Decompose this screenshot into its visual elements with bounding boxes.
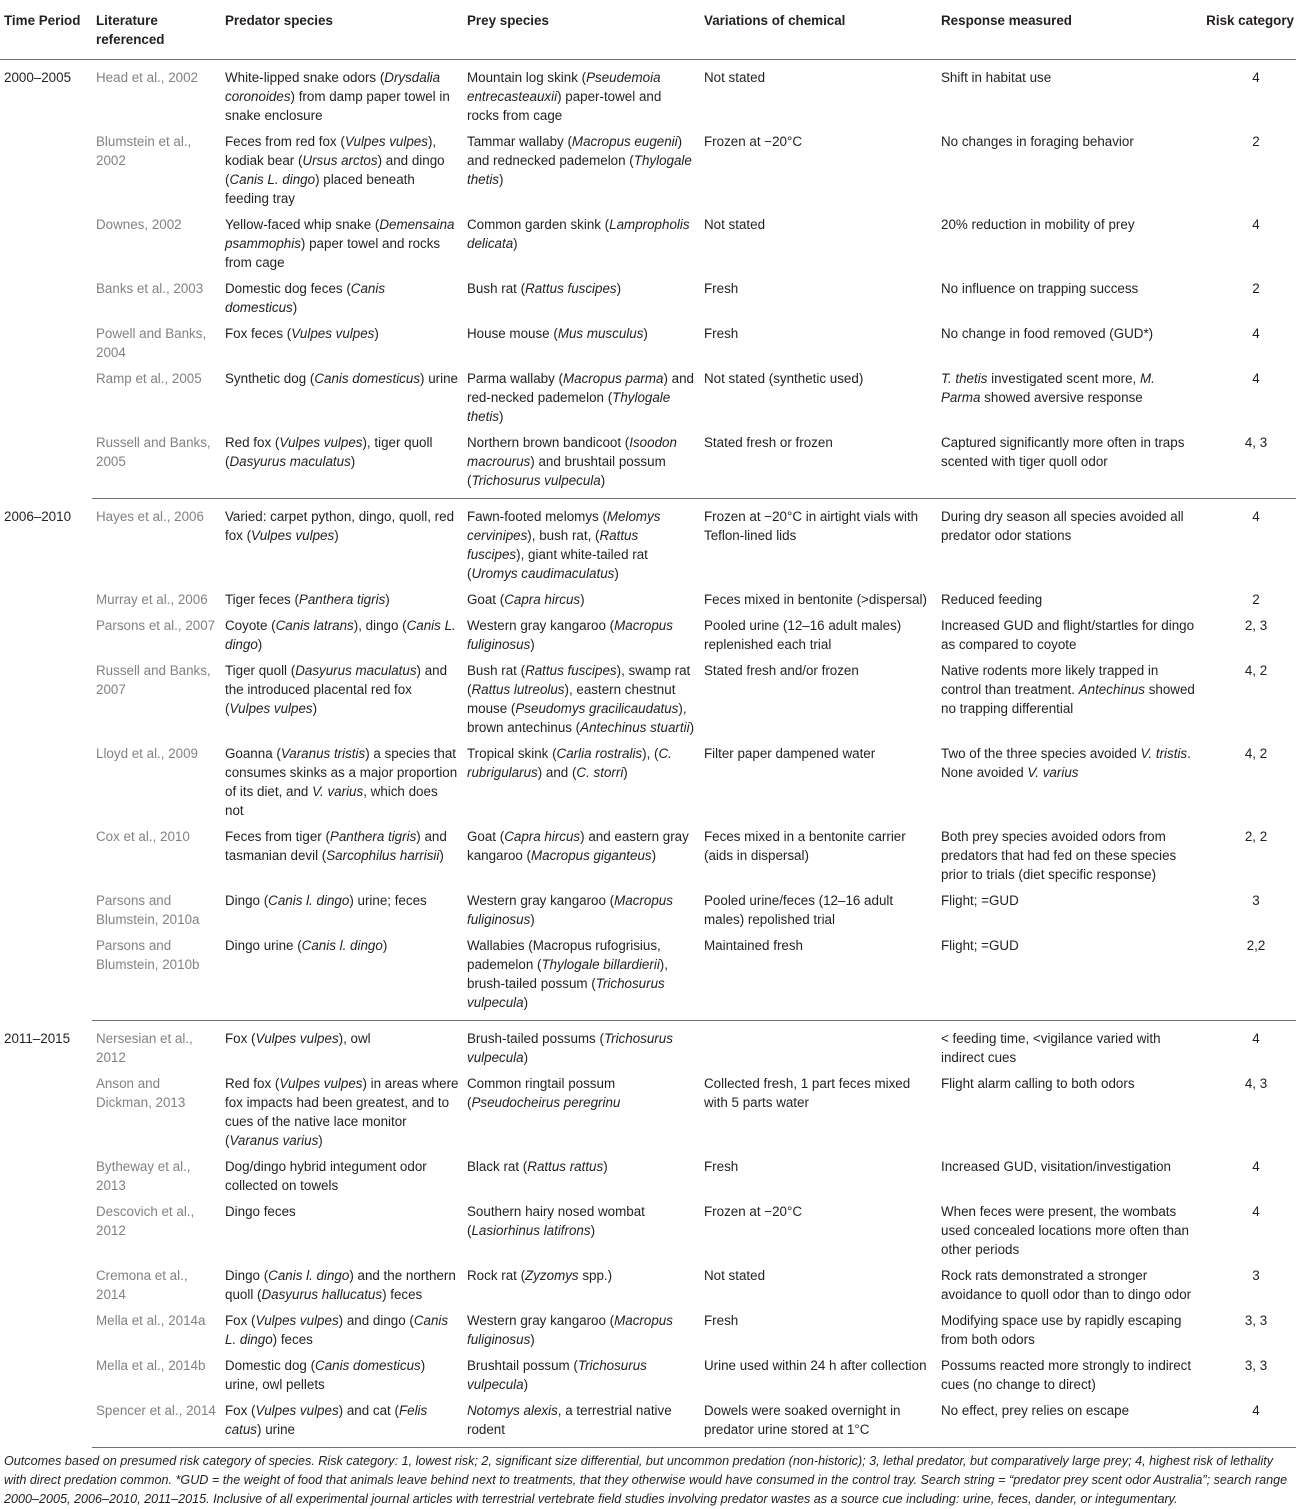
response-cell: Flight; =GUD bbox=[941, 893, 1019, 908]
predator-cell: Fox (Vulpes vulpes) and dingo (Canis L. dingo) feces bbox=[225, 1313, 449, 1347]
chemical-cell: Maintained fresh bbox=[700, 933, 937, 1021]
literature-cell: Ramp et al., 2005 bbox=[96, 371, 202, 386]
risk-cell: 4 bbox=[1252, 1159, 1260, 1174]
prey-cell: House mouse (Mus musculus) bbox=[467, 326, 648, 341]
predator-cell: Feces from tiger (Panthera tigris) and tasmanian devil (Sarcophilus harrisii) bbox=[225, 829, 447, 863]
chemical-cell: Pooled urine/feces (12–16 adult males) repolished trial bbox=[704, 893, 894, 927]
risk-cell: 4, 3 bbox=[1244, 1076, 1268, 1091]
predator-cell: Red fox (Vulpes vulpes) in areas where fox impacts had been greatest, and to cues of the native lace monitor (Varanus varius) bbox=[225, 1076, 459, 1148]
predator-cell: White-lipped snake odors (Drysdalia coronoides) from damp paper towel in snake enclosure bbox=[225, 70, 450, 123]
response-cell: When feces were present, the wombats used concealed locations more often than other periods bbox=[941, 1204, 1189, 1257]
table-row bbox=[0, 1071, 1296, 1154]
header-response: Response measured bbox=[937, 6, 1200, 60]
response-cell: Both prey species avoided odors from predators that had fed on these species prior to trials (diet specific response) bbox=[941, 829, 1177, 882]
predator-cell: Dingo urine (Canis l. dingo) bbox=[221, 933, 463, 1021]
header-predator: Predator species bbox=[221, 6, 463, 60]
predator-cell: Dingo (Canis l. dingo) urine; feces bbox=[225, 893, 427, 908]
chemical-cell: Urine used within 24 h after collection bbox=[704, 1358, 927, 1373]
header-risk: Risk category bbox=[1200, 6, 1296, 60]
table-header-row bbox=[0, 6, 1296, 60]
time-period-cell: 2000–2005 bbox=[4, 70, 72, 85]
table-row bbox=[0, 613, 1296, 658]
literature-cell: Hayes et al., 2006 bbox=[96, 509, 204, 524]
prey-cell: Goat (Capra hircus) and eastern gray kangaroo (Macropus giganteus) bbox=[467, 829, 689, 863]
chemical-cell: Not stated bbox=[704, 1268, 766, 1283]
chemical-cell: Frozen at −20°C bbox=[704, 134, 803, 149]
predator-cell: Fox feces (Vulpes vulpes) bbox=[225, 326, 379, 341]
response-cell: Rock rats demonstrated a stronger avoidance to quoll odor than to dingo odor bbox=[941, 1268, 1192, 1302]
prey-cell: Notomys alexis, a terrestrial native rodent bbox=[463, 1398, 700, 1448]
risk-cell: 2 bbox=[1252, 592, 1260, 607]
header-literature: Literature referenced bbox=[92, 6, 221, 60]
literature-cell: Cox et al., 2010 bbox=[96, 829, 190, 844]
literature-cell: Banks et al., 2003 bbox=[96, 281, 204, 296]
predator-cell: Feces from red fox (Vulpes vulpes), kodiak bear (Ursus arctos) and dingo (Canis L. dingo) placed beneath feeding tray bbox=[225, 134, 445, 206]
table-row bbox=[0, 1308, 1296, 1353]
response-cell: No effect, prey relies on escape bbox=[937, 1398, 1200, 1448]
literature-cell: Lloyd et al., 2009 bbox=[96, 746, 198, 761]
table-row bbox=[0, 1021, 1296, 1072]
literature-cell: Downes, 2002 bbox=[96, 217, 182, 232]
predator-cell: Coyote (Canis latrans), dingo (Canis L. dingo) bbox=[225, 618, 456, 652]
table-row bbox=[0, 321, 1296, 366]
risk-cell: 4 bbox=[1252, 1031, 1260, 1046]
risk-cell: 4, 2 bbox=[1244, 746, 1268, 761]
chemical-cell: Pooled urine (12–16 adult males) replenished each trial bbox=[704, 618, 902, 652]
prey-cell: Common ringtail possum (Pseudocheirus peregrinu bbox=[467, 1076, 621, 1110]
chemical-cell: Frozen at −20°C in airtight vials with Teflon-lined lids bbox=[704, 509, 919, 543]
prey-cell: Parma wallaby (Macropus parma) and red-necked pademelon (Thylogale thetis) bbox=[467, 371, 695, 424]
literature-cell: Russell and Banks, 2005 bbox=[92, 430, 221, 499]
table-row bbox=[0, 276, 1296, 321]
literature-cell: Nersesian et al., 2012 bbox=[96, 1031, 193, 1065]
response-cell: No change in food removed (GUD*) bbox=[941, 326, 1154, 341]
chemical-cell: Filter paper dampened water bbox=[704, 746, 876, 761]
header-prey: Prey species bbox=[463, 6, 700, 60]
literature-table bbox=[0, 6, 1296, 1448]
risk-cell: 3 bbox=[1252, 1268, 1260, 1283]
chemical-cell: Not stated bbox=[704, 70, 766, 85]
risk-cell: 4 bbox=[1252, 509, 1260, 524]
response-cell: During dry season all species avoided all predator odor stations bbox=[941, 509, 1184, 543]
risk-cell: 2 bbox=[1252, 281, 1260, 296]
table-row bbox=[0, 60, 1296, 130]
risk-cell: 2, 3 bbox=[1244, 618, 1268, 633]
literature-cell: Head et al., 2002 bbox=[96, 70, 198, 85]
chemical-cell: Frozen at −20°C bbox=[704, 1204, 803, 1219]
literature-cell: Parsons and Blumstein, 2010b bbox=[92, 933, 221, 1021]
risk-cell: 4 bbox=[1252, 1204, 1260, 1219]
literature-cell: Anson and Dickman, 2013 bbox=[96, 1076, 186, 1110]
predator-cell: Yellow-faced whip snake (Demensaina psammophis) paper towel and rocks from cage bbox=[225, 217, 455, 270]
predator-cell: Tiger feces (Panthera tigris) bbox=[225, 592, 390, 607]
predator-cell: Fox (Vulpes vulpes) and cat (Felis catus) urine bbox=[221, 1398, 463, 1448]
literature-cell: Powell and Banks, 2004 bbox=[96, 326, 207, 360]
response-cell: Two of the three species avoided V. tristis. None avoided V. varius bbox=[941, 746, 1191, 780]
response-cell: Flight; =GUD bbox=[937, 933, 1200, 1021]
prey-cell: Rock rat (Zyzomys spp.) bbox=[467, 1268, 613, 1283]
response-cell: Native rodents more likely trapped in control than treatment. Antechinus showed no trapping differential bbox=[941, 663, 1195, 716]
literature-cell: Cremona et al., 2014 bbox=[96, 1268, 188, 1302]
literature-cell: Descovich et al., 2012 bbox=[96, 1204, 195, 1238]
literature-cell: Mella et al., 2014b bbox=[96, 1358, 206, 1373]
predator-cell: Red fox (Vulpes vulpes), tiger quoll (Dasyurus maculatus) bbox=[221, 430, 463, 499]
prey-cell: Fawn-footed melomys (Melomys cervinipes), bush rat, (Rattus fuscipes), giant white-tailed rat (Uromys caudimaculatus) bbox=[467, 509, 661, 581]
header-chemical: Variations of chemical bbox=[700, 6, 937, 60]
response-cell: < feeding time, <vigilance varied with indirect cues bbox=[941, 1031, 1161, 1065]
predator-cell: Tiger quoll (Dasyurus maculatus) and the introduced placental red fox (Vulpes vulpes) bbox=[225, 663, 448, 716]
table-row bbox=[0, 658, 1296, 741]
risk-cell: 2,2 bbox=[1200, 933, 1296, 1021]
response-cell: Flight alarm calling to both odors bbox=[941, 1076, 1135, 1091]
table-row bbox=[0, 741, 1296, 824]
table-row bbox=[0, 1353, 1296, 1398]
prey-cell: Mountain log skink (Pseudemoia entrecasteauxii) paper-towel and rocks from cage bbox=[467, 70, 662, 123]
literature-cell: Murray et al., 2006 bbox=[96, 592, 208, 607]
risk-cell: 4 bbox=[1252, 70, 1260, 85]
predator-cell: Synthetic dog (Canis domesticus) urine bbox=[225, 371, 458, 386]
table-row bbox=[0, 587, 1296, 613]
prey-cell: Tropical skink (Carlia rostralis), (C. rubrigularus) and (C. storri) bbox=[467, 746, 672, 780]
risk-cell: 4 bbox=[1252, 326, 1260, 341]
table-row bbox=[0, 366, 1296, 430]
table-row bbox=[0, 1398, 1296, 1448]
predator-cell: Goanna (Varanus tristis) a species that consumes skinks as a major proportion of its diet, and V. varius, which does not bbox=[225, 746, 458, 818]
prey-cell: Bush rat (Rattus fuscipes), swamp rat (Rattus lutreolus), eastern chestnut mouse (Pseudomys gracilicaudatus), brown antechinus (Antechinus stuartii) bbox=[467, 663, 695, 735]
table-body bbox=[0, 60, 1296, 1448]
table-row bbox=[0, 212, 1296, 276]
response-cell: Possums reacted more strongly to indirect cues (no change to direct) bbox=[941, 1358, 1192, 1392]
risk-cell: 3, 3 bbox=[1244, 1358, 1268, 1373]
chemical-cell: Feces mixed in bentonite (>dispersal) bbox=[704, 592, 927, 607]
prey-cell: Bush rat (Rattus fuscipes) bbox=[467, 281, 622, 296]
prey-cell: Western gray kangaroo (Macropus fuliginosus) bbox=[467, 893, 673, 927]
risk-cell: 4 bbox=[1200, 1398, 1296, 1448]
chemical-cell: Feces mixed in a bentonite carrier (aids in dispersal) bbox=[704, 829, 906, 863]
response-cell: No influence on trapping success bbox=[941, 281, 1139, 296]
prey-cell: Black rat (Rattus rattus) bbox=[467, 1159, 608, 1174]
response-cell: Captured significantly more often in traps scented with tiger quoll odor bbox=[937, 430, 1200, 499]
literature-cell: Mella et al., 2014a bbox=[96, 1313, 206, 1328]
response-cell: 20% reduction in mobility of prey bbox=[941, 217, 1135, 232]
literature-cell: Parsons et al., 2007 bbox=[96, 618, 216, 633]
risk-cell: 4, 3 bbox=[1200, 430, 1296, 499]
time-period-cell: 2006–2010 bbox=[4, 508, 72, 524]
chemical-cell bbox=[700, 1021, 937, 1072]
predator-cell: Varied: carpet python, dingo, quoll, red fox (Vulpes vulpes) bbox=[225, 509, 455, 543]
chemical-cell: Fresh bbox=[704, 1159, 739, 1174]
prey-cell: Southern hairy nosed wombat (Lasiorhinus latifrons) bbox=[467, 1204, 645, 1238]
predator-cell: Dingo (Canis l. dingo) and the northern quoll (Dasyurus hallucatus) feces bbox=[225, 1268, 456, 1302]
prey-cell: Brushtail possum (Trichosurus vulpecula) bbox=[467, 1358, 647, 1392]
predator-cell: Dog/dingo hybrid integument odor collected on towels bbox=[225, 1159, 427, 1193]
literature-cell: Parsons and Blumstein, 2010a bbox=[96, 893, 200, 927]
predator-cell: Domestic dog feces (Canis domesticus) bbox=[225, 281, 386, 315]
table-row bbox=[0, 129, 1296, 212]
chemical-cell: Collected fresh, 1 part feces mixed with 5 parts water bbox=[704, 1076, 911, 1110]
risk-cell: 4 bbox=[1252, 371, 1260, 386]
table-row bbox=[0, 1263, 1296, 1308]
response-cell: No changes in foraging behavior bbox=[941, 134, 1134, 149]
chemical-cell: Stated fresh and/or frozen bbox=[704, 663, 859, 678]
predator-cell: Fox (Vulpes vulpes), owl bbox=[225, 1031, 371, 1046]
risk-cell: 4 bbox=[1252, 217, 1260, 232]
table-row bbox=[0, 888, 1296, 933]
response-cell: T. thetis investigated scent more, M. Parma showed aversive response bbox=[941, 371, 1155, 405]
table-row bbox=[0, 499, 1296, 588]
table-footnote: Outcomes based on presumed risk category of species. Risk category: 1, lowest risk; 2, significant size differential, but uncommon predation (non-historic); 3, lethal predator, but comparatively large prey; 4, highest risk of lethality with direct predation common. *GUD = the weight of food that animals leave behind next to treatments, that they otherwise would have consumed in the control tray. Search string = “predator prey scent odor Australia”; search range 2000–2005, 2006–2010, 2011–2015. Inclusive of all experimental journal articles with terrestrial vertebrate field studies involving predator wastes as a source cue including: urine, feces, dander, or integumentary. bbox=[4, 1454, 1288, 1506]
prey-cell: Brush-tailed possums (Trichosurus vulpecula) bbox=[467, 1031, 673, 1065]
risk-cell: 3 bbox=[1252, 893, 1260, 908]
chemical-cell: Dowels were soaked overnight in predator urine stored at 1°C bbox=[700, 1398, 937, 1448]
literature-cell: Blumstein et al., 2002 bbox=[96, 134, 192, 168]
predator-cell: Domestic dog (Canis domesticus) urine, owl pellets bbox=[225, 1358, 426, 1392]
risk-cell: 2, 2 bbox=[1244, 829, 1268, 844]
prey-cell: Goat (Capra hircus) bbox=[467, 592, 585, 607]
table-row bbox=[0, 1199, 1296, 1263]
risk-cell: 3, 3 bbox=[1244, 1313, 1268, 1328]
table-row bbox=[0, 430, 1296, 499]
chemical-cell: Fresh bbox=[704, 326, 739, 341]
literature-cell: Bytheway et al., 2013 bbox=[96, 1159, 191, 1193]
literature-cell: Spencer et al., 2014 bbox=[92, 1398, 221, 1448]
prey-cell: Tammar wallaby (Macropus eugenii) and rednecked pademelon (Thylogale thetis) bbox=[467, 134, 692, 187]
response-cell: Modifying space use by rapidly escaping from both odors bbox=[941, 1313, 1182, 1347]
chemical-cell: Fresh bbox=[704, 1313, 739, 1328]
prey-cell: Wallabies (Macropus rufogrisius, pademelon (Thylogale billardierii), brush-tailed possum (Trichosurus vulpecula) bbox=[463, 933, 700, 1021]
risk-cell: 2 bbox=[1252, 134, 1260, 149]
table-row bbox=[0, 1154, 1296, 1199]
table-row bbox=[0, 824, 1296, 888]
risk-cell: 4, 2 bbox=[1244, 663, 1268, 678]
chemical-cell: Fresh bbox=[704, 281, 739, 296]
response-cell: Increased GUD, visitation/investigation bbox=[941, 1159, 1171, 1174]
response-cell: Increased GUD and flight/startles for dingo as compared to coyote bbox=[941, 618, 1195, 652]
literature-cell: Russell and Banks, 2007 bbox=[96, 663, 211, 697]
time-period-cell: 2011–2015 bbox=[4, 1030, 71, 1046]
chemical-cell: Not stated bbox=[704, 217, 766, 232]
response-cell: Reduced feeding bbox=[941, 592, 1043, 607]
response-cell: Shift in habitat use bbox=[941, 70, 1052, 85]
prey-cell: Western gray kangaroo (Macropus fuliginosus) bbox=[467, 1313, 673, 1347]
chemical-cell: Stated fresh or frozen bbox=[700, 430, 937, 499]
prey-cell: Common garden skink (Lampropholis delicata) bbox=[467, 217, 690, 251]
table-row bbox=[0, 933, 1296, 1021]
header-time-period: Time Period bbox=[0, 6, 92, 60]
chemical-cell: Not stated (synthetic used) bbox=[704, 371, 864, 386]
predator-cell: Dingo feces bbox=[225, 1204, 296, 1219]
prey-cell: Northern brown bandicoot (Isoodon macrourus) and brushtail possum (Trichosurus vulpecula) bbox=[463, 430, 700, 499]
prey-cell: Western gray kangaroo (Macropus fuliginosus) bbox=[467, 618, 673, 652]
